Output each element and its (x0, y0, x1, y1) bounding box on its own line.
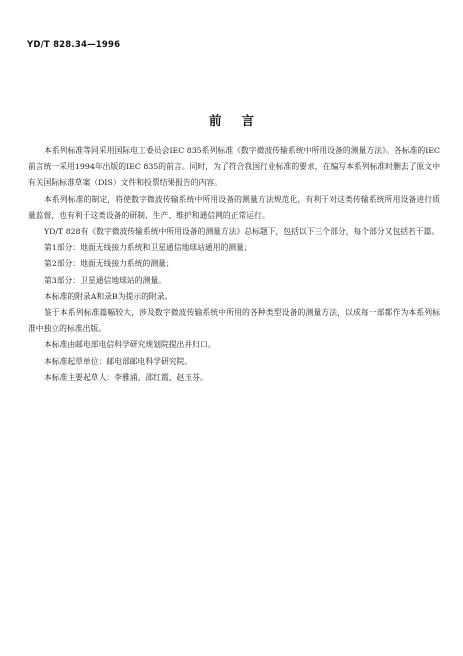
list-item-part-2: 第2部分：地面无线接力系统的测量； (44, 259, 174, 269)
paragraph-drafting-unit: 本标准起草单位：邮电部邮电科学研究院。 (44, 356, 193, 366)
list-item-part-3: 第3部分：卫星通信地球站的测量。 (44, 275, 166, 285)
page-title: 前言 (208, 113, 274, 128)
document-body (28, 143, 440, 386)
paragraph-purpose: 本系列标准的制定，将使数字微波传输系统中所用设备的测量方法规范化，有利于对这类传输系统所用设备进行质量监督，也有利于这类设备的研制、生产、维护和通信网的正常运行。 (28, 194, 440, 220)
paragraph-drafters: 本标准主要起草人：李雅涌、邵红霞、赵玉芬。 (44, 372, 208, 382)
paragraph-publication: 鉴于本系列标准篇幅较大，涉及数字微波传输系统中所用的各种类型设备的测量方法，以成每一部都作为本系列标准中独立的标准出版。 (28, 308, 440, 334)
paragraph-adoption: 本系列标准等同采用国际电工委员会IEC 835系列标准《数字微波传输系统中所用设备的测量方法》。各标准的IEC前言统一采用1994年出版的IEC 835的前言。同时，为了符合我国行业标准的要求，在编写本系列标准时删去了原文中有关国际标准草案（DIS）文件和投票结果报告的内容。 (28, 146, 440, 188)
paragraph-proposer: 本标准由邮电部电信科学研究规划院提出并归口。 (44, 340, 216, 350)
paragraph-structure: YD/T 828有《数字微波传输系统中所用设备的测量方法》总标题下，包括以下三个部分，每个部分又包括若干篇。 (44, 227, 440, 237)
document-code: YD/T 828.34—1996 (27, 40, 121, 50)
paragraph-appendix: 本标准的附录A和录B为提示的附录。 (44, 291, 173, 301)
list-item-part-1: 第1部分：地面无线接力系统和卫星通信地球站通用的测量； (44, 243, 252, 253)
